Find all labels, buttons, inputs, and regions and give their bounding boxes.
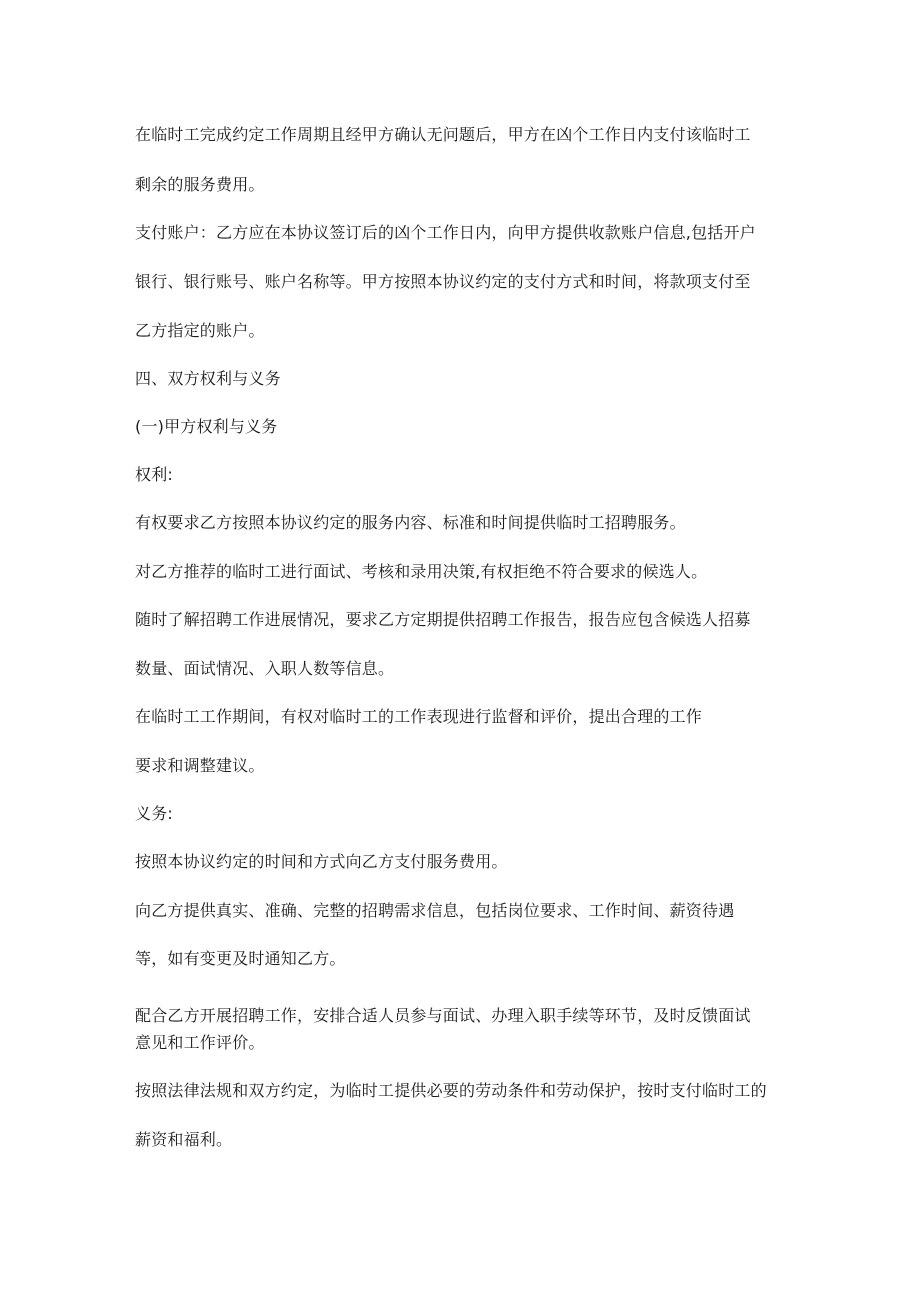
paragraph-line-payment-timing: 在临时工完成约定工作周期且经甲方确认无问题后，甲方在凶个工作日内支付该临时工 — [135, 125, 751, 144]
paragraph-line-payment-account-cont: 银行、银行账号、账户名称等。甲方按照本协议约定的支付方式和时间，将款项支付至 — [135, 272, 751, 291]
right-item-progress-report: 随时了解招聘工作进展情况，要求乙方定期提供招聘工作报告，报告应包含候选人招募 — [135, 610, 751, 629]
section-heading-rights-obligations: 四、双方权利与义务 — [135, 369, 281, 388]
obligation-item-labor-protection-cont: 薪资和福利。 — [135, 1130, 233, 1149]
paragraph-line-payment-account-end: 乙方指定的账户。 — [135, 321, 265, 340]
subsection-heading-party-a: (一)甲方权利与义务 — [135, 417, 278, 436]
obligation-item-requirements: 向乙方提供真实、准确、完整的招聘需求信息，包括岗位要求、工作时间、薪资待遇 — [135, 901, 735, 920]
obligation-item-cooperation: 配合乙方开展招聘工作，安排合适人员参与面试、办理入职手续等环节，及时反馈面试 — [135, 1006, 751, 1025]
label-rights: 权利: — [135, 465, 173, 484]
right-item-supervision: 在临时工工作期间，有权对临时工的工作表现进行监督和评价，提出合理的工作 — [135, 707, 703, 726]
right-item-service-request: 有权要求乙方按照本协议约定的服务内容、标准和时间提供临时工招聘服务。 — [135, 513, 686, 532]
right-item-interview-decision: 对乙方推荐的临时工进行面试、考核和录用决策,有权拒绝不符合要求的候选人。 — [135, 562, 708, 581]
paragraph-line-payment-timing-cont: 剩余的服务费用。 — [135, 175, 265, 194]
right-item-supervision-cont: 要求和调整建议。 — [135, 756, 265, 775]
obligation-item-labor-protection: 按照法律法规和双方约定，为临时工提供必要的劳动条件和劳动保护，按时支付临时工的 — [135, 1081, 767, 1100]
obligation-item-payment: 按照本协议约定的时间和方式向乙方支付服务费用。 — [135, 852, 508, 871]
obligation-item-cooperation-cont: 意见和工作评价。 — [135, 1033, 265, 1052]
paragraph-line-payment-account: 支付账户：乙方应在本协议签订后的凶个工作日内，向甲方提供收款账户信息,包括开户 — [135, 223, 756, 242]
right-item-progress-report-cont: 数量、面试情况、入职人数等信息。 — [135, 659, 395, 678]
label-obligations: 义务: — [135, 804, 173, 823]
obligation-item-requirements-cont: 等，如有变更及时通知乙方。 — [135, 949, 346, 968]
